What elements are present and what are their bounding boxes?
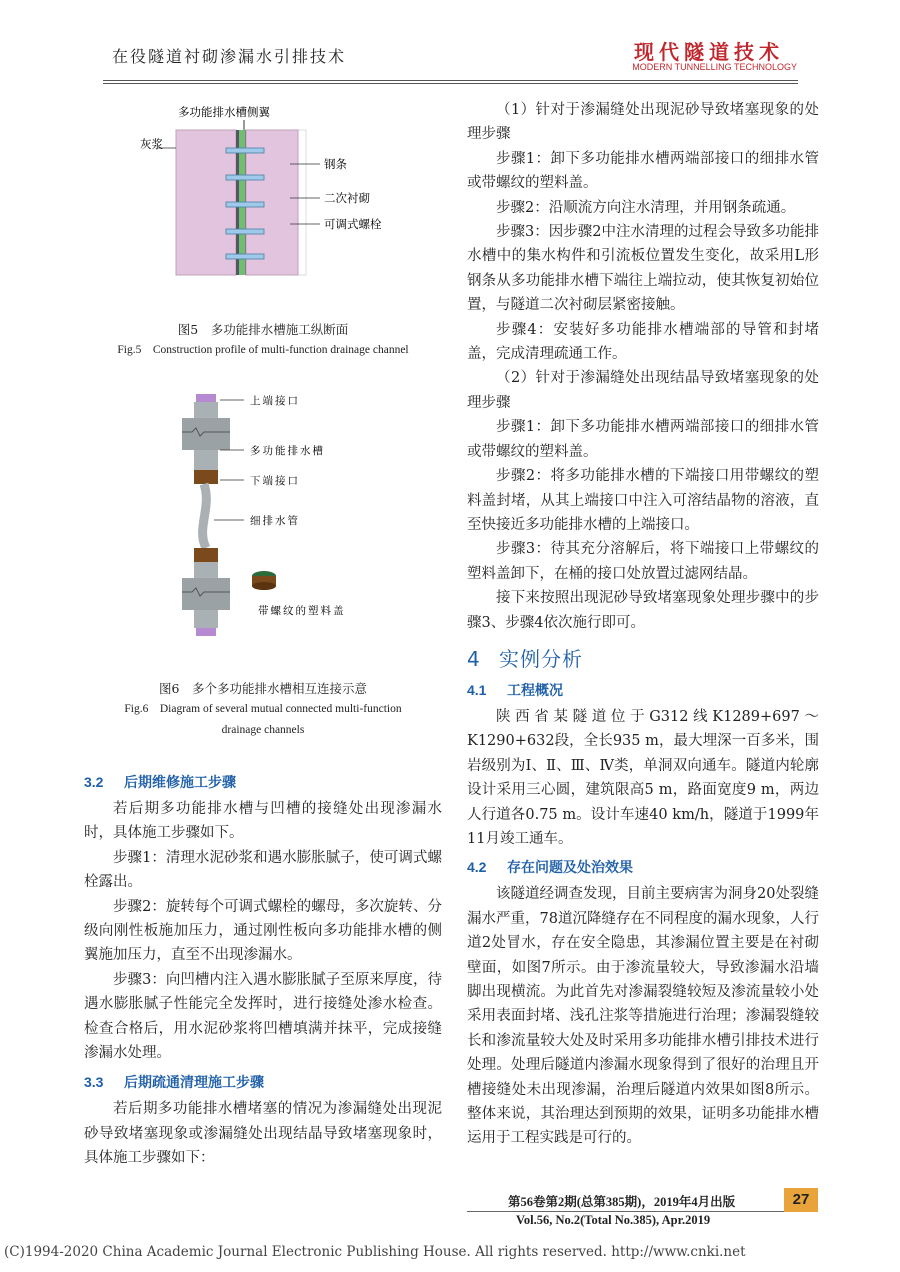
fig6-label-pipe: 细排水管 bbox=[250, 515, 300, 527]
issue-info-cn: 第56卷第2期(总第385期)，2019年4月出版 bbox=[508, 1195, 736, 1209]
section-title: 后期疏通清理施工步骤 bbox=[124, 1074, 264, 1091]
fig6-caption-en-2: drainage channels bbox=[221, 724, 305, 736]
fig6-label-lower: 下端接口 bbox=[250, 475, 300, 487]
paragraph: 步骤2：将多功能排水槽的下端接口用带螺纹的塑料盖封堵，从其上端接口中注入可溶结晶物的溶液，直至快接近多功能排水槽的上端接口。 bbox=[467, 468, 819, 533]
section-number: 3.2 bbox=[84, 774, 104, 790]
fig5-label-top: 多功能排水槽侧翼 bbox=[178, 105, 270, 119]
section-number: 4.2 bbox=[467, 859, 487, 876]
fig5-bolt bbox=[226, 254, 264, 259]
paragraph: 若后期多功能排水槽堵塞的情况为渗漏缝处出现泥砂导致堵塞现象或渗漏缝处出现结晶导致堵塞现象时，具体施工步骤如下： bbox=[84, 1101, 442, 1167]
paragraph: 步骤4：安装好多功能排水槽端部的导管和封堵盖，完成清理疏通工作。 bbox=[467, 321, 819, 363]
paragraph: （2）针对于渗漏缝处出现结晶导致堵塞现象的处理步骤 bbox=[467, 370, 819, 411]
fig6-bottom-interface bbox=[196, 628, 216, 636]
section-number: 4 bbox=[467, 646, 481, 671]
section-4-2-heading bbox=[467, 857, 819, 877]
fig6-channel-wing-upper bbox=[182, 418, 230, 450]
fig6-caption-cn: 图6 多个多功能排水槽相互连接示意 bbox=[159, 681, 367, 696]
paragraph: 步骤3：待其充分溶解后，将下端接口上带螺纹的塑料盖卸下，在桶的接口处放置过滤网结晶。 bbox=[467, 541, 819, 582]
fig5-bolt bbox=[226, 202, 264, 207]
left-column-body bbox=[84, 772, 442, 1171]
paragraph: 步骤1：卸下多功能排水槽两端部接口的细排水管或带螺纹的塑料盖。 bbox=[467, 150, 819, 192]
fig6-connector bbox=[194, 548, 218, 562]
paragraph: 接下来按照出现泥砂导致堵塞现象处理步骤中的步骤3、步骤4依次施行即可。 bbox=[467, 590, 819, 631]
fig5-label-rebar: 钢条 bbox=[324, 157, 347, 171]
paragraph: 步骤3：因步骤2中注水清理的过程会导致多功能排水槽中的集水构件和引流板位置发生变化，故采用L形钢条从多功能排水槽下端往上端拉动，使其恢复初始位置，与隧道二次衬砌层紧密接触。 bbox=[467, 224, 819, 314]
paragraph: 若后期多功能排水槽与凹槽的接缝处出现渗漏水时，具体施工步骤如下。 bbox=[84, 801, 442, 842]
journal-title-cn: 现代隧道技术 bbox=[634, 40, 784, 64]
fig6-label-cap: 带螺纹的塑料盖 bbox=[258, 605, 346, 617]
section-4-heading bbox=[467, 643, 819, 672]
figure-6-diagram bbox=[178, 388, 418, 650]
section-title: 存在问题及处治效果 bbox=[507, 859, 633, 876]
fig5-bolt bbox=[226, 229, 264, 234]
fig5-bolt bbox=[226, 148, 264, 153]
fig6-pipe bbox=[203, 484, 207, 548]
section-title: 实例分析 bbox=[499, 646, 583, 671]
fig5-bolt bbox=[226, 175, 264, 180]
figure-5-diagram bbox=[140, 96, 410, 288]
section-number: 3.3 bbox=[84, 1074, 104, 1091]
paragraph: （1）针对于渗漏缝处出现泥砂导致堵塞现象的处理步骤 bbox=[467, 102, 819, 143]
fig5-caption-en: Fig.5 Construction profile of multi-function drainage channel bbox=[117, 344, 409, 356]
paragraph: 步骤2：沿顺流方向注水清理，并用钢条疏通。 bbox=[496, 199, 796, 216]
fig6-upper-interface bbox=[196, 394, 216, 402]
fig5-caption-cn: 图5 多功能排水槽施工纵断面 bbox=[177, 322, 349, 337]
journal-title-en: MODERN TUNNELLING TECHNOLOGY bbox=[632, 62, 797, 72]
section-3-3-heading bbox=[84, 1072, 442, 1092]
paragraph: 步骤1：清理水泥砂浆和遇水膨胀腻子，使可调式螺栓露出。 bbox=[84, 849, 442, 891]
header-rule-2 bbox=[103, 83, 798, 84]
section-number: 4.1 bbox=[467, 681, 487, 698]
fig6-channel-wing-lower bbox=[182, 578, 230, 610]
fig5-label-bolt: 可调式螺栓 bbox=[324, 217, 382, 231]
section-4-1-heading bbox=[467, 680, 819, 700]
section-title: 后期维修施工步骤 bbox=[124, 774, 236, 790]
footer-rule bbox=[467, 1211, 784, 1212]
fig5-label-lining: 二次衬砌 bbox=[324, 191, 370, 205]
right-column-body bbox=[467, 98, 819, 1151]
issue-info-en: Vol.56, No.2(Total No.385), Apr.2019 bbox=[516, 1213, 711, 1227]
fig6-lower-interface bbox=[194, 470, 218, 484]
paragraph: 该隧道经调查发现，目前主要病害为洞身20处裂缝漏水严重，78道沉降缝存在不同程度的漏水现象，人行道2处冒水，存在安全隐患，其渗漏位置主要是在衬砌壁面，如图7所示。由于渗流量较大，导致渗漏水沿墙脚出现横流。为此首先对渗漏裂缝较短及渗流量较小处采用表面封堵、浅孔注浆等措施进行治理；渗漏裂缝较长和渗流量较大处及时采用多功能排水槽引排技术进行处理。处理后隧道内渗漏水现象得到了很好的治理且开槽接缝处未出现渗漏，治理后隧道内效果如图8所示。整体来说，其治理达到预期的效果，证明多功能排水槽运用于工程实践是可行的。 bbox=[467, 886, 819, 1147]
header-rule bbox=[103, 80, 798, 81]
paragraph: 陕西省某隧道位于G312线K1289+697～K1290+632段，全长935 m，最大埋深一百多米，围岩级别为Ⅰ、Ⅱ、Ⅲ、Ⅳ类，单洞双向通车。隧道内轮廓设计采用三心圆，建筑限高5 m，路面宽度9 m，两边人行道各0.75 m。设计车速40 km/h，隧道于1999年11月竣工通车。 bbox=[467, 708, 819, 847]
fig6-caption-en-1: Fig.6 Diagram of several mutual connected multi-function bbox=[124, 703, 402, 715]
fig6-label-upper: 上端接口 bbox=[250, 395, 300, 407]
running-title: 在役隧道衬砌渗漏水引排技术 bbox=[112, 47, 347, 66]
fig6-label-channel: 多功能排水槽 bbox=[250, 445, 325, 457]
paragraph: 步骤1：卸下多功能排水槽两端部接口的细排水管或带螺纹的塑料盖。 bbox=[467, 419, 819, 460]
fig6-cap-bottom bbox=[252, 582, 276, 590]
page-number: 27 bbox=[784, 1188, 818, 1212]
paragraph: 步骤2：旋转每个可调式螺栓的螺母，多次旋转、分级向刚性板施加压力，通过刚性板向多功能排水槽的侧翼施加压力，直至不出现渗漏水。 bbox=[84, 898, 442, 964]
section-3-2-heading bbox=[84, 772, 442, 792]
paragraph: 步骤3：向凹槽内注入遇水膨胀腻子至原来厚度，待遇水膨胀腻子性能完全发挥时，进行接缝处渗水检查。检查合格后，用水泥砂浆将凹槽填满并抹平，完成接缝渗漏水处理。 bbox=[84, 971, 442, 1062]
section-title: 工程概况 bbox=[507, 681, 563, 698]
copyright-notice: (C)1994-2020 China Academic Journal Electronic Publishing House. All rights reserved. http://www.cnki.net bbox=[4, 1244, 746, 1260]
fig5-label-grout: 灰浆 bbox=[140, 137, 163, 151]
